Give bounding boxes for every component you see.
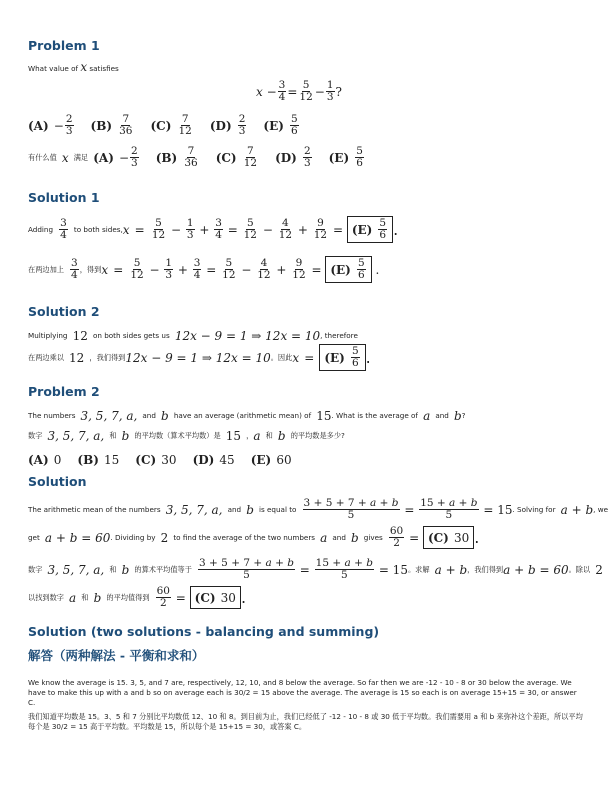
problem2-line-en: The numbers 3, 5, 7, a, and b have an average (arithmetic mean) of 15 . What is the average of a and b ? xyxy=(28,408,466,423)
choice-c: (C) 30 xyxy=(135,452,177,467)
problem2-heading: Problem 2 xyxy=(28,384,100,399)
solution-line2-cn: 以找到数字 a 和 b 的平均值得到 $\frac{60}{2}$ = (C) 30 . xyxy=(28,585,247,609)
solution-two-heading: Solution (two solutions - balancing and summing) xyxy=(28,624,380,639)
problem1-equation: x − $\frac{3}{4}$ = $\frac{5}{12}$ − $\frac{1}{3}$ ? xyxy=(256,79,342,103)
choice-c: (C) $\frac{7}{12}$ xyxy=(150,113,192,137)
solution2-line-en: Multiplying 12 on both sides gets us 12x − 9 = 1 ⇒ 12x = 10 , therefore xyxy=(28,328,358,343)
solution2-heading: Solution 2 xyxy=(28,304,100,319)
frac-3-4: $\frac{3}{4}$ xyxy=(278,79,286,103)
choice-b: (B) 15 xyxy=(77,452,120,467)
solution-line1-cn: 数字 3, 5, 7, a, 和 b 的算术平均值等于 $\frac{3 + 5 + 7 + a + b}{5}$ = $\frac{15 + a + b}{5}$ = 15 。求解 a + b ，我们得到 a + b = 60 。除以 2 xyxy=(28,557,603,581)
problem1-choices-cn: 有什么值 x 满足 (A) − $\frac{2}{3}$ (B) $\frac{7}{36}$ (C) $\frac{7}{12}$ (D) $\frac{2}{3}$ (E) $\frac{5}{6}$ xyxy=(28,145,363,169)
solution-two-heading-cn: 解答（两种解法 - 平衡和求和） xyxy=(28,648,205,663)
solution1-line-cn: 在两边加上 $\frac{3}{4}$ ，得到 x = $\frac{5}{12}$ − $\frac{1}{3}$ + $\frac{3}{4}$ = $\frac{5}{12}$ − $\frac{4}{12}$ + $\frac{9}{12}$ = (E) $\frac{5}{6}$ . xyxy=(28,257,380,281)
solution-heading: Solution xyxy=(28,474,87,489)
solution-two-paragraph-en: We know the average is 15. 3, 5, and 7 are, respectively, 12, 10, and 8 below the average. So far then we are -12 - 10 - 8 or 30 below the average. We have to make this up with a and b so on average each is 30/2 = 15 above the average. The average is 15 so each is on average 15+15 = 30, or answer C. xyxy=(28,678,577,707)
choice-a: (A) 0 xyxy=(28,452,62,467)
problem1-heading: Problem 1 xyxy=(28,38,100,53)
choice-a: (A) − $\frac{2}{3}$ xyxy=(28,113,73,137)
solution1-heading: Solution 1 xyxy=(28,190,100,205)
solution-two-paragraph-cn: 我们知道平均数是 15。3、5 和 7 分别比平均数低 12、10 和 8。到目前为止，我们已经低了 -12 - 10 - 8 或 30 低于平均数。我们需要用 a 和 b 来弥补这个差距，所以平均每个是 30/2 = 15 高于平均数。平均数是 15，所以每个是 15+15 = 30，或答案 C。 xyxy=(28,712,583,731)
choice-d: (D) 45 xyxy=(192,452,235,467)
problem2-line-cn: 数字 3, 5, 7, a, 和 b 的平均数（算术平均数）是 15 ， a 和 b 的平均数是多少? xyxy=(28,428,345,443)
frac-5-12: $\frac{5}{12}$ xyxy=(299,79,313,103)
solution1-line-en: Adding $\frac{3}{4}$ to both sides, x = $\frac{5}{12}$ − $\frac{1}{3}$ + $\frac{3}{4}$ = $\frac{5}{12}$ − $\frac{4}{12}$ + $\frac{9}{12}$ = (E) $\frac{5}{6}$ . xyxy=(28,217,399,241)
problem2-choices xyxy=(28,450,308,469)
problem1-choices xyxy=(28,114,316,137)
solution-line1-en: The arithmetic mean of the numbers 3, 5, 7, a, and b is equal to $\frac{3 + 5 + 7 + a + b}{5}$ = $\frac{15 + a + b}{5}$ = 15 . Solving for a + b , we xyxy=(28,497,609,521)
choice-d: (D) $\frac{2}{3}$ xyxy=(209,113,246,137)
answer-box-e: (E) $\frac{5}{6}$ xyxy=(347,216,393,243)
choice-e: (E) 60 xyxy=(250,452,292,467)
choice-e: (E) $\frac{5}{6}$ xyxy=(263,113,298,137)
choice-b: (B) $\frac{7}{36}$ xyxy=(90,113,133,137)
solution-line2-en: get a + b = 60 . Dividing by 2 to find the average of the two numbers a and b gives $\frac{60}{2}$ = (C) 30 . xyxy=(28,525,480,549)
solution2-line-cn: 在两边乘以 12 ，我们得到 12x − 9 = 1 ⇒ 12x = 10 。因此 x = (E) $\frac{5}{6}$ . xyxy=(28,345,371,369)
frac-1-3: $\frac{1}{3}$ xyxy=(326,79,334,103)
answer-box-c: (C) 30 xyxy=(423,526,474,549)
problem1-prompt: What value of x satisfies xyxy=(28,60,119,74)
